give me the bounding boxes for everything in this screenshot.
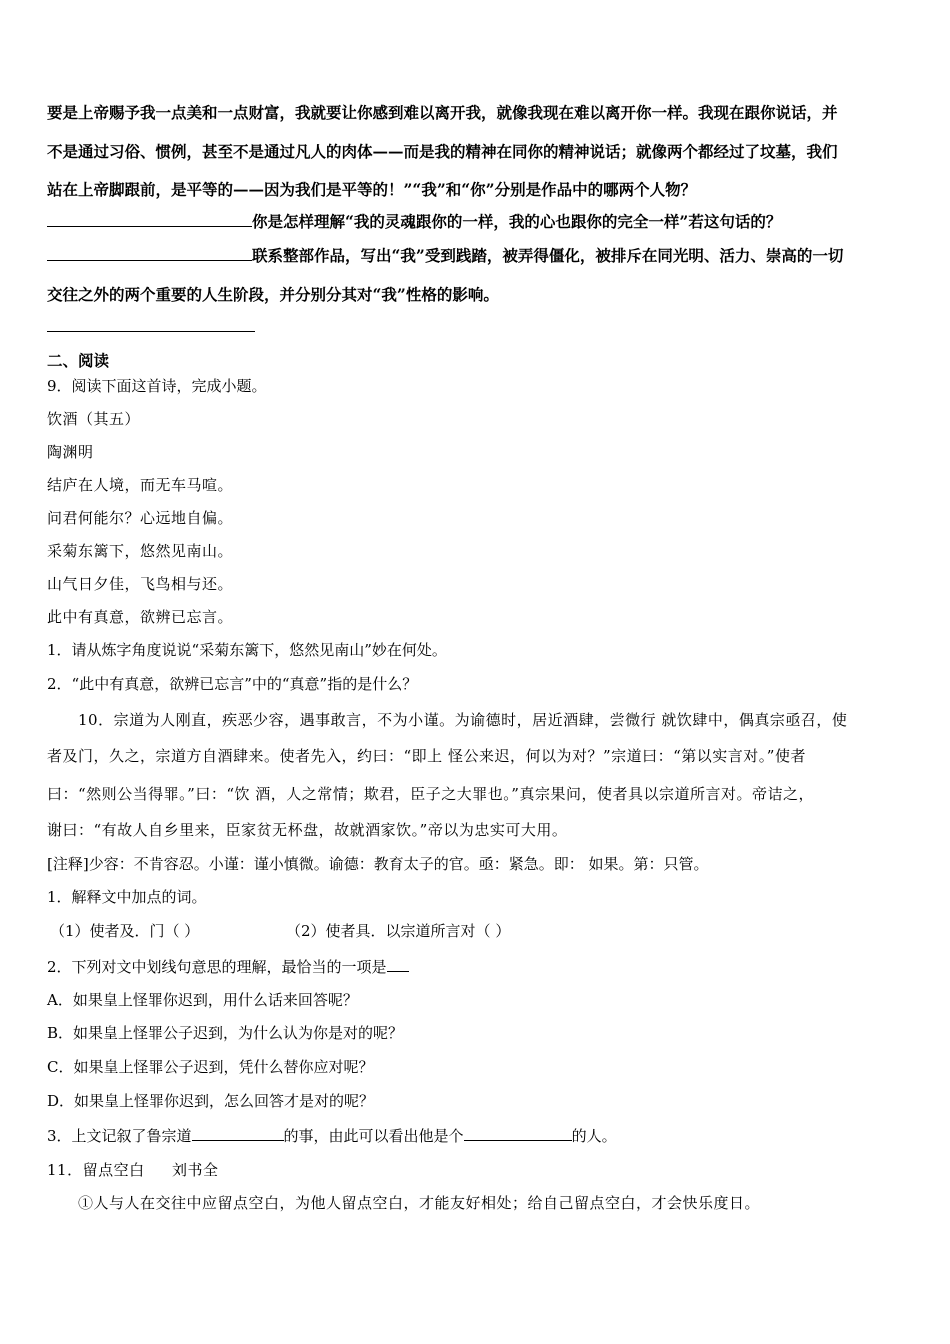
q10-note: [注释]少容：不肯容忍。小谨：谨小慎微。谕德：教育太子的官。亟：紧急。即： 如果。第：只管。 (47, 855, 709, 873)
poem-author: 陶渊明 (47, 443, 94, 461)
passage-line-6: 交往之外的两个重要的人生阶段，并分别分其对“我”性格的影响。 (47, 285, 499, 304)
question-life-stages (47, 244, 843, 266)
q9-intro: 9．阅读下面这首诗，完成小题。 (47, 377, 267, 395)
q11-author: 刘书全 (172, 1161, 219, 1179)
q11-title: 11．留点空白 (47, 1161, 145, 1179)
question-understanding (47, 210, 781, 232)
q10-sub1-part1: （1）使者及．门（ ） (50, 922, 200, 940)
passage-line-1: 要是上帝赐予我一点美和一点财富，我就要让你感到难以离开我，就像我现在难以离开你一样。我现在跟你说话，并 (47, 103, 838, 122)
answer-blank[interactable] (47, 315, 255, 332)
option-d[interactable]: D．如果皇上怪罪你迟到，怎么回答才是对的呢？ (47, 1092, 375, 1110)
q10-passage-line-1: 10．宗道为人刚直，疾恶少容，遇事敢言，不为小谨。为谕德时，居近酒肆，尝微行 就饮肆中，偶真宗亟召，使 (78, 711, 848, 729)
answer-blank[interactable] (192, 1124, 284, 1141)
question-understanding-text: 你是怎样理解“我的灵魂跟你的一样，我的心也跟你的完全一样”若这句话的？ (252, 212, 782, 231)
poem-line: 采菊东篱下，悠然见南山。 (47, 542, 234, 560)
poem-title: 饮酒（其五） (47, 410, 141, 428)
section-heading: 二、阅读 (47, 351, 110, 370)
answer-blank[interactable] (47, 210, 252, 227)
answer-blank[interactable] (387, 955, 409, 972)
answer-blank[interactable] (47, 244, 252, 261)
q10-sub3-text-b: 的事，由此可以看出他是个 (283, 1127, 464, 1145)
option-b[interactable]: B．如果皇上怪罪公子迟到，为什么认为你是对的呢？ (47, 1024, 404, 1042)
q10-passage-line-2: 者及门，久之，宗道方自酒肆来。使者先入，约曰：“即上 怪公来迟，何以为对？”宗道曰：“第以实言对。”使者 (47, 747, 806, 765)
q10-sub3 (47, 1124, 617, 1146)
passage-line-2: 不是通过习俗、惯例，甚至不是通过凡人的肉体——而是我的精神在同你的精神说话；就像两个都经过了坟墓，我们 (47, 142, 838, 161)
q10-sub2 (47, 955, 409, 977)
poem-line: 此中有真意，欲辨已忘言。 (47, 608, 234, 626)
option-a[interactable]: A．如果皇上怪罪你迟到，用什么话来回答呢？ (47, 991, 358, 1009)
q10-sub3-text-a: 3．上文记叙了鲁宗道 (47, 1127, 192, 1145)
q11-paragraph-1: ①人与人在交往中应留点空白，为他人留点空白，才能友好相处；给自己留点空白，才会快乐度日。 (78, 1194, 761, 1212)
poem-line: 山气日夕佳，飞鸟相与还。 (47, 575, 234, 593)
q9-sub1: 1．请从炼字角度说说“采菊东篱下，悠然见南山”妙在何处。 (47, 641, 447, 659)
option-c[interactable]: C．如果皇上怪罪公子迟到，凭什么替你应对呢？ (47, 1058, 374, 1076)
poem-line: 问君何能尔？心远地自偏。 (47, 509, 234, 527)
answer-line[interactable] (47, 315, 255, 336)
answer-blank[interactable] (464, 1124, 572, 1141)
q10-passage-line-4: 谢曰：“有故人自乡里来，臣家贫无杯盘，故就酒家饮。”帝以为忠实可大用。 (47, 821, 568, 839)
poem-line: 结庐在人境，而无车马喧。 (47, 476, 234, 494)
q10-sub1-part2: （2）使者具．以宗道所言对（ ） (286, 922, 511, 940)
q10-sub1: 1．解释文中加点的词。 (47, 888, 207, 906)
q10-passage-line-3: 曰：“然则公当得罪。”曰：“饮 酒，人之常情；欺君，臣子之大罪也。”真宗果问，使者具以宗道所言对。帝诘之， (47, 785, 814, 803)
passage-line-3: 站在上帝脚跟前，是平等的——因为我们是平等的！”“我”和“你”分别是作品中的哪两个人物？ (47, 180, 697, 199)
q9-sub2: 2．“此中有真意，欲辨已忘言”中的“真意”指的是什么？ (47, 675, 418, 693)
question-life-stages-text: 联系整部作品，写出“我”受到践踏，被弄得僵化，被排斥在同光明、活力、崇高的一切 (252, 246, 844, 265)
q10-sub2-text: 2．下列对文中划线句意思的理解，最恰当的一项是 (47, 958, 387, 976)
q10-sub3-text-c: 的人。 (571, 1127, 617, 1145)
